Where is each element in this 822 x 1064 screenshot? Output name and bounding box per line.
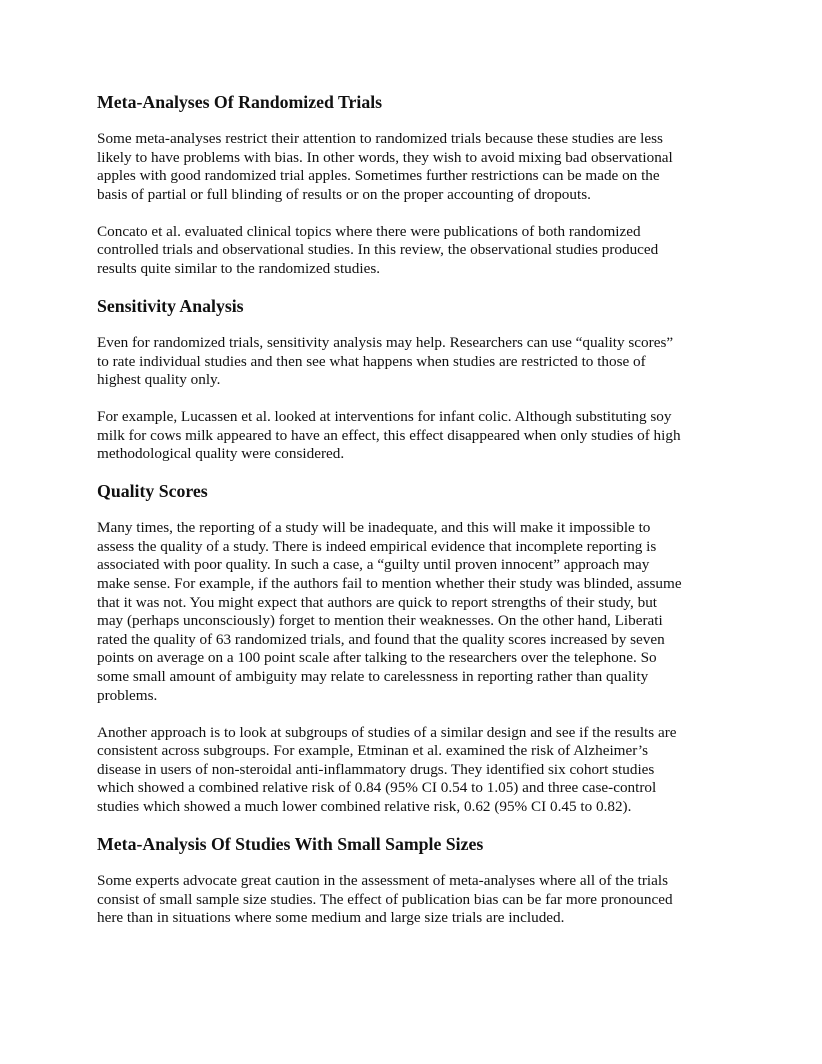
spacer <box>97 112 729 130</box>
spacer <box>97 705 729 723</box>
spacer <box>97 817 729 835</box>
paragraph: Another approach is to look at subgroups of studies of a similar design and see if the results are consistent across subgroups. For example, Etminan et al. examined the risk of Alzheimer’s disease in users of non-steroidal anti-inflammatory drugs. They identified six cohort studies which showed a combined relative risk of 0.84 (95% CI 0.54 to 1.05) and three case-control studies which showed a much lower combined relative risk, 0.62 (95% CI 0.45 to 0.82). <box>97 723 677 815</box>
paragraph: Even for randomized trials, sensitivity analysis may help. Researchers can use “quality scores” to rate individual studies and then see what happens when studies are restricted to those of highest quality only. <box>97 333 674 389</box>
paragraph: For example, Lucassen et al. looked at interventions for infant colic. Although substituting soy milk for cows milk appeared to have an effect, this effect disappeared when only studies of high methodological quality were considered. <box>97 408 681 463</box>
section-heading-sensitivity-analysis: Sensitivity Analysis <box>97 295 244 316</box>
section-heading-quality-scores: Quality Scores <box>97 481 208 502</box>
spacer <box>97 204 729 222</box>
paragraph: Many times, the reporting of a study will be inadequate, and this will make it impossible to assess the quality of a study. There is indeed empirical evidence that incomplete reporting is associated with poor quality. In such a case, a “guilty until proven innocent” approach may make sense. For example, if the authors fail to mention whether their study was blinded, assume that it was not. You might expect that authors are quick to report strengths of their study, but may (perhaps unconsciously) forget to mention their weaknesses. On the other hand, Liberati rated the quality of 63 randomized trials, and found that the quality scores increased by seven points on average on a 100 point scale after talking to the researchers over the telephone. So some small amount of ambiguity may relate to carelessness in reporting rather than quality problems. <box>97 519 682 704</box>
paragraph: Some meta-analyses restrict their attention to randomized trials because these studies are less likely to have problems with bias. In other words, they wish to avoid mixing bad observational apples with good randomized trial apples. Sometimes further restrictions can be made on the basis of partial or full blinding of results or on the proper accounting of dropouts. <box>97 129 673 203</box>
paragraph: Concato et al. evaluated clinical topics where there were publications of both randomized controlled trials and observational studies. In this review, the observational studies produced results quite similar to the randomized studies. <box>97 222 659 277</box>
paragraph: Some experts advocate great caution in the assessment of meta-analyses where all of the trials consist of small sample size studies. The effect of publication bias can be far more pronounced here than in situations where some medium and large size trials are included. <box>97 871 673 927</box>
spacer <box>97 501 729 519</box>
spacer <box>97 390 729 408</box>
document-page <box>97 93 729 928</box>
spacer <box>97 854 729 872</box>
spacer <box>97 279 729 297</box>
spacer <box>97 464 729 482</box>
section-heading-meta-analyses-randomized: Meta-Analyses Of Randomized Trials <box>97 92 383 112</box>
spacer <box>97 316 729 334</box>
section-heading-small-sample-sizes: Meta-Analysis Of Studies With Small Sample Sizes <box>97 833 484 854</box>
